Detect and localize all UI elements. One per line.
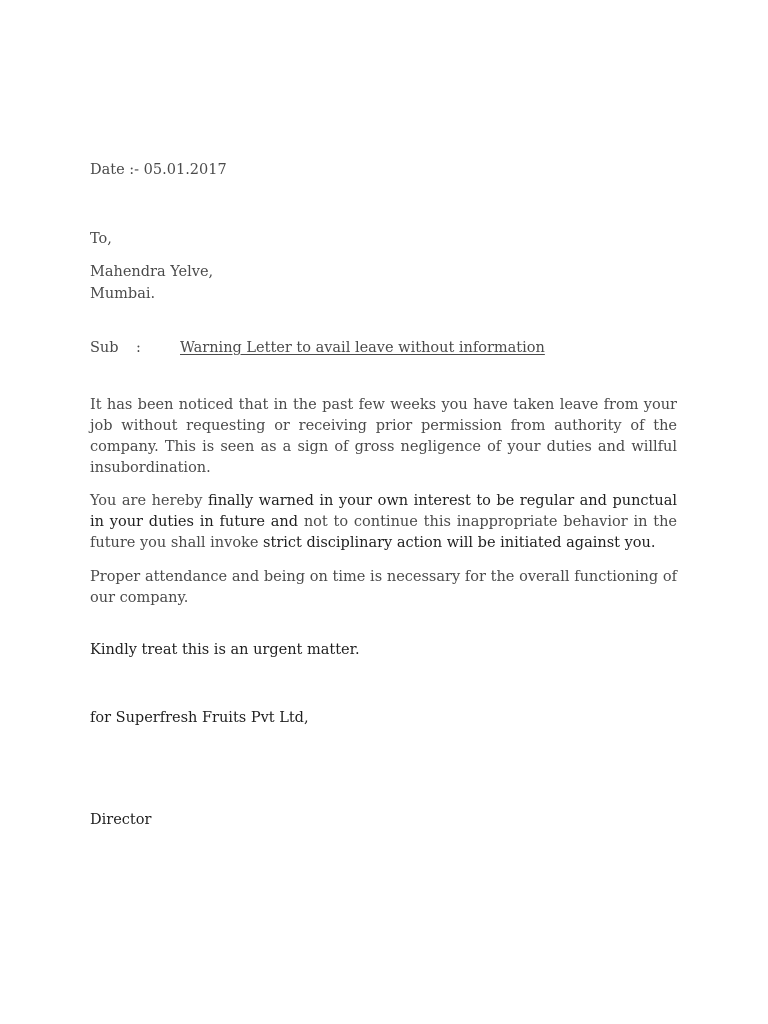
recipient-name: Mahendra Yelve, — [90, 264, 214, 280]
letter-date: Date :- 05.01.2017 — [90, 162, 227, 178]
body-paragraph-2 — [90, 491, 677, 554]
para2-part1: You are hereby — [90, 493, 209, 509]
body-paragraph-3: Proper attendance and being on time is necessary for the overall functioning of our company. — [90, 569, 677, 606]
recipient-city: Mumbai. — [90, 286, 156, 302]
signature-company: for Superfresh Fruits Pvt Ltd, — [90, 710, 309, 726]
para2-part4: strict disciplinary action will be initiated against you. — [263, 535, 656, 551]
signature-title: Director — [90, 812, 152, 828]
subject-line — [90, 337, 545, 359]
subject-text: Warning Letter to avail leave without information — [180, 340, 545, 356]
subject-label: Sub — [90, 340, 119, 356]
para2-part2: finally warned in your own interest to be regular and punctual in your duties in future and — [90, 493, 677, 530]
para2-part3: not to continue this inappropriate behavior in the future you shall invoke — [90, 514, 677, 551]
body-paragraph-1: It has been noticed that in the past few weeks you have taken leave from your job without requesting or receiving prior permission from authority of the company. This is seen as a sign of gross negligence of your duties and willful insubordination. — [90, 397, 677, 476]
closing-note: Kindly treat this is an urgent matter. — [90, 642, 360, 658]
subject-colon: : — [136, 340, 141, 356]
salutation-to: To, — [90, 231, 112, 247]
